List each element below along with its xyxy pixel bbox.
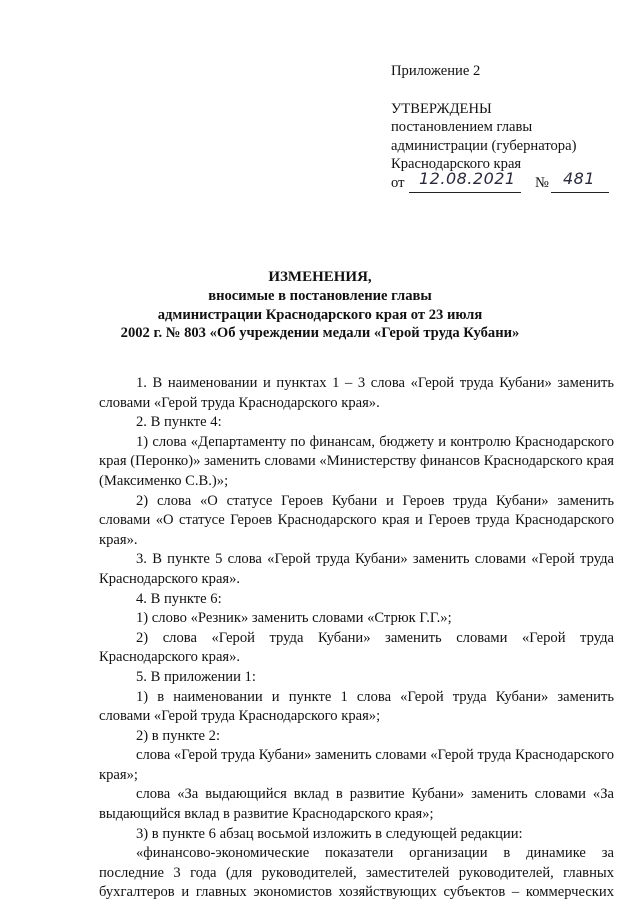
date-number-line	[391, 168, 621, 194]
document-body	[99, 374, 614, 903]
title-line-3: 2002 г. № 803 «Об учреждении медали «Герой труда Кубани»	[120, 325, 520, 342]
approval-line-3: Краснодарского края	[391, 156, 522, 173]
paragraph: 2) слова «Герой труда Кубани» заменить словами «Герой труда Краснодарского края».	[99, 629, 614, 666]
paragraph: 5. В приложении 1:	[136, 668, 256, 685]
handwritten-number: 481	[563, 168, 596, 188]
from-label: от	[391, 174, 405, 191]
document-title	[60, 268, 580, 343]
paragraph: 2. В пункте 4:	[136, 414, 222, 431]
approved-label: УТВЕРЖДЕНЫ	[391, 100, 492, 117]
paragraph: слова «За выдающийся вклад в развитие Кубани» заменить словами «За выдающийся вклад в развитие Краснодарского края»;	[99, 786, 614, 823]
paragraph: 1. В наименовании и пунктах 1 – 3 слова «Герой труда Кубани» заменить словами «Герой труда Краснодарского края».	[99, 375, 614, 411]
paragraph: 1) слова «Департаменту по финансам, бюджету и контролю Краснодарского края (Перонко)» заменить словами «Министерству финансов Краснодарского края (Максименко С.В.)»;	[99, 433, 614, 489]
appendix-label: Приложение 2	[391, 63, 481, 79]
approval-line-2: администрации (губернатора)	[391, 137, 577, 154]
handwritten-date: 12.08.2021	[419, 168, 516, 188]
paragraph: 3) в пункте 6 абзац восьмой изложить в следующей редакции:	[136, 825, 523, 842]
number-label: №	[535, 174, 549, 191]
paragraph: 2) в пункте 2:	[136, 727, 221, 744]
paragraph: 1) в наименовании и пункте 1 слова «Герой труда Кубани» заменить словами «Герой труда Краснодарского края»;	[99, 688, 614, 725]
title-heading: ИЗМЕНЕНИЯ,	[268, 269, 372, 285]
paragraph: 4. В пункте 6:	[136, 590, 222, 607]
paragraph: «финансово-экономические показатели организации в динамике за последние 3 года (для руководителей, заместителей руководителей, главных бухгалтеров и главных экономистов хозяйствующих субъектов – коммерческих	[99, 845, 614, 901]
approval-block	[391, 62, 621, 194]
paragraph: 2) слова «О статусе Героев Кубани и Героев труда Кубани» заменить словами «О статусе Героев Краснодарского края и Героев труда Краснодарского края».	[99, 492, 614, 548]
title-line-1: вносимые в постановление главы	[208, 287, 432, 304]
paragraph: 1) слово «Резник» заменить словами «Стрюк Г.Г.»;	[136, 610, 452, 627]
paragraph: слова «Герой труда Кубани» заменить словами «Герой труда Краснодарского края»;	[99, 747, 614, 783]
paragraph: 3. В пункте 5 слова «Герой труда Кубани» заменить словами «Герой труда Краснодарского края».	[99, 551, 614, 587]
title-line-2: администрации Краснодарского края от 23 июля	[157, 306, 483, 323]
approval-line-1: постановлением главы	[391, 119, 533, 136]
